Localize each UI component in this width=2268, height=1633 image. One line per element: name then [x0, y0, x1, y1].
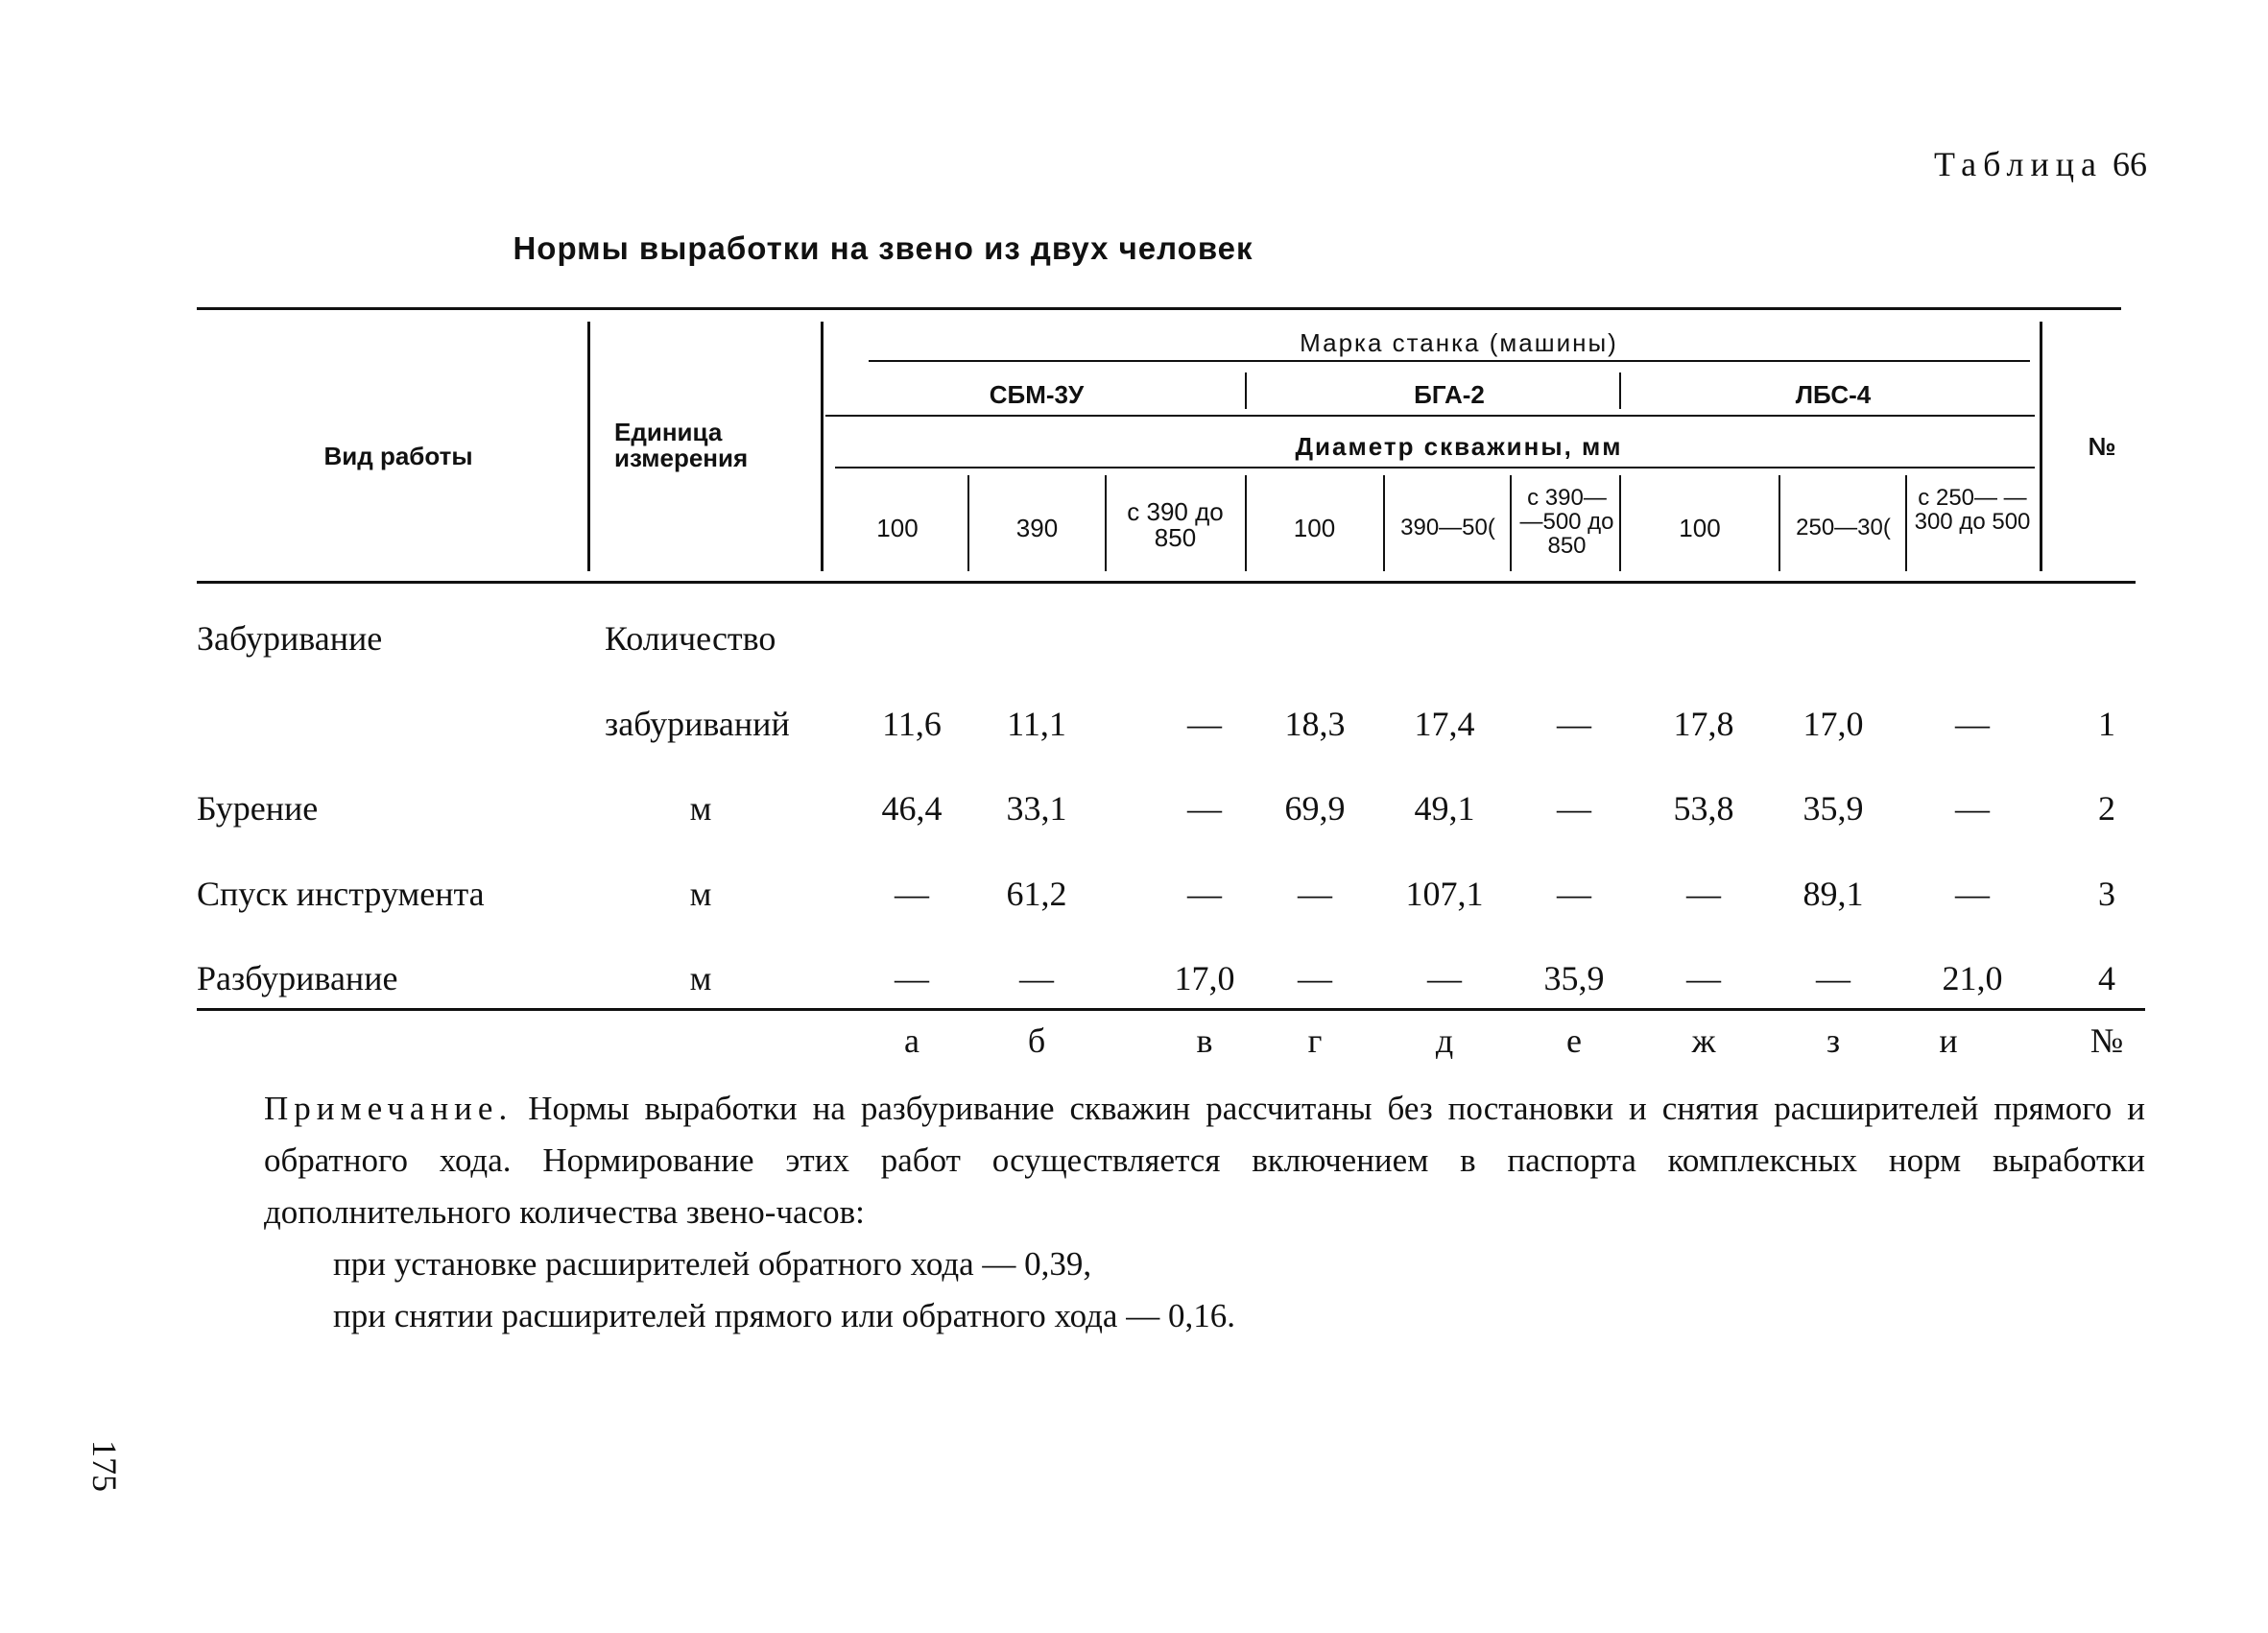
- row-value: 107,1: [1405, 875, 1484, 913]
- row-value: —: [895, 959, 929, 997]
- page-number: 175: [85, 1440, 124, 1492]
- table-label: [1934, 144, 2147, 184]
- row-value: 89,1: [1802, 875, 1864, 913]
- header-divider: [821, 322, 824, 571]
- header-divider: [1619, 475, 1621, 571]
- row-value: 46,4: [881, 789, 943, 828]
- header-divider: [2040, 322, 2042, 571]
- row-value: —: [1187, 875, 1222, 913]
- row-value: 17,0: [1174, 959, 1235, 997]
- row-value: 61,2: [1006, 875, 1067, 913]
- row-value: —: [895, 875, 929, 913]
- row-value: 11,1: [1007, 705, 1066, 743]
- header-machine-sbm: СБМ-3У: [989, 380, 1085, 409]
- header-divider: [1245, 372, 1247, 409]
- row-work: Забуривание: [197, 619, 383, 658]
- table-top-rule: [197, 307, 2121, 310]
- row-unit: забуриваний: [605, 705, 790, 743]
- header-divider: [1383, 475, 1385, 571]
- row-value: —: [1427, 959, 1462, 997]
- row-value: 49,1: [1414, 789, 1475, 828]
- row-value: 11,6: [882, 705, 942, 743]
- column-letter: а: [904, 1021, 919, 1060]
- row-value: 33,1: [1006, 789, 1067, 828]
- column-letter: з: [1826, 1021, 1841, 1060]
- header-diameter: с 250— —300 до 500: [1914, 485, 2031, 536]
- row-value: —: [1187, 705, 1222, 743]
- row-number: 4: [2098, 959, 2115, 997]
- header-divider: [1245, 475, 1247, 571]
- table-bottom-rule: [197, 1008, 2145, 1011]
- row-unit: м: [689, 875, 712, 913]
- note-line: при установке расширителей обратного хода — 0,39,: [333, 1245, 1092, 1283]
- note-text: Нормы выработки на разбуривание скважин рассчитаны без постановки и снятия расширителей прямого и обратного хода. Нормирование этих работ осуществляется включением в паспорта комплексных норм выработки дополнительного количества звено-часов:: [264, 1090, 2146, 1231]
- row-value: —: [1955, 789, 1990, 828]
- column-letter: и: [1939, 1021, 1958, 1060]
- header-rule: [869, 360, 2030, 362]
- row-work: Разбуривание: [197, 959, 398, 997]
- header-no: №: [2088, 432, 2116, 461]
- header-diameter: с 390— —500 до 850: [1519, 485, 1614, 560]
- row-value: 35,9: [1543, 959, 1605, 997]
- row-value: —: [1187, 789, 1222, 828]
- column-letter: б: [1027, 1021, 1046, 1060]
- column-letter: ж: [1691, 1021, 1716, 1060]
- header-bottom-rule: [197, 581, 2136, 584]
- header-diameter: с 390 до 850: [1127, 497, 1224, 553]
- header-work: Вид работы: [323, 442, 473, 470]
- header-divider: [587, 322, 590, 571]
- row-value: 69,9: [1284, 789, 1346, 828]
- row-value: —: [1557, 875, 1591, 913]
- header-machine-bga: БГА-2: [1414, 380, 1485, 409]
- row-value: —: [1686, 959, 1721, 997]
- row-number: 1: [2098, 705, 2115, 743]
- row-value: 17,4: [1414, 705, 1475, 743]
- row-value: —: [1298, 875, 1332, 913]
- row-unit: м: [689, 959, 712, 997]
- header-divider: [1905, 475, 1907, 571]
- header-unit: Единица измерения: [614, 418, 749, 473]
- row-value: 17,0: [1802, 705, 1864, 743]
- table-label-number: 66: [2113, 145, 2147, 183]
- note-paragraph: [264, 1083, 2145, 1238]
- column-letter: в: [1196, 1021, 1213, 1060]
- row-value: 21,0: [1942, 959, 2003, 997]
- header-divider: [967, 475, 969, 571]
- header-divider: [1510, 475, 1512, 571]
- row-value: —: [1557, 789, 1591, 828]
- header-diameter: 100: [1679, 514, 1721, 542]
- note-line: при снятии расширителей прямого или обратного хода — 0,16.: [333, 1297, 1235, 1334]
- row-value: 18,3: [1284, 705, 1346, 743]
- column-letter: е: [1566, 1021, 1582, 1060]
- row-unit: Количество: [605, 619, 776, 658]
- header-machine-lbs: ЛБС-4: [1795, 380, 1872, 409]
- row-value: —: [1298, 959, 1332, 997]
- header-diameter: 250—30(: [1796, 515, 1891, 540]
- column-letter: г: [1307, 1021, 1323, 1060]
- column-letter: д: [1435, 1021, 1454, 1060]
- column-letter-no: №: [2089, 1021, 2124, 1060]
- header-divider: [1619, 372, 1621, 409]
- header-diameter: 390—50(: [1400, 515, 1495, 540]
- row-number: 2: [2098, 789, 2115, 828]
- row-value: —: [1019, 959, 1054, 997]
- table-title: Нормы выработки на звено из двух человек: [513, 230, 1253, 266]
- row-value: —: [1816, 959, 1850, 997]
- header-diameter: 390: [1015, 514, 1059, 542]
- row-work: Бурение: [197, 789, 319, 828]
- row-work: Спуск инструмента: [197, 875, 485, 913]
- header-diameter: 100: [876, 514, 919, 542]
- header-divider: [1779, 475, 1780, 571]
- row-value: —: [1955, 705, 1990, 743]
- header-divider: [1105, 475, 1107, 571]
- row-unit: м: [689, 789, 712, 828]
- row-number: 3: [2098, 875, 2115, 913]
- row-value: 53,8: [1673, 789, 1734, 828]
- note-lead: Примечание.: [264, 1090, 513, 1127]
- table-label-word: Таблица: [1934, 145, 2103, 183]
- header-rule: [835, 467, 2035, 468]
- row-value: 17,8: [1673, 705, 1734, 743]
- header-diameter-group: Диаметр скважины, мм: [1295, 432, 1623, 461]
- header-diameter: 100: [1293, 514, 1336, 542]
- header-machine-group: Марка станка (машины): [1300, 328, 1618, 357]
- header-rule: [825, 415, 2035, 417]
- row-value: —: [1955, 875, 1990, 913]
- row-value: —: [1686, 875, 1721, 913]
- row-value: 35,9: [1802, 789, 1864, 828]
- row-value: —: [1557, 705, 1591, 743]
